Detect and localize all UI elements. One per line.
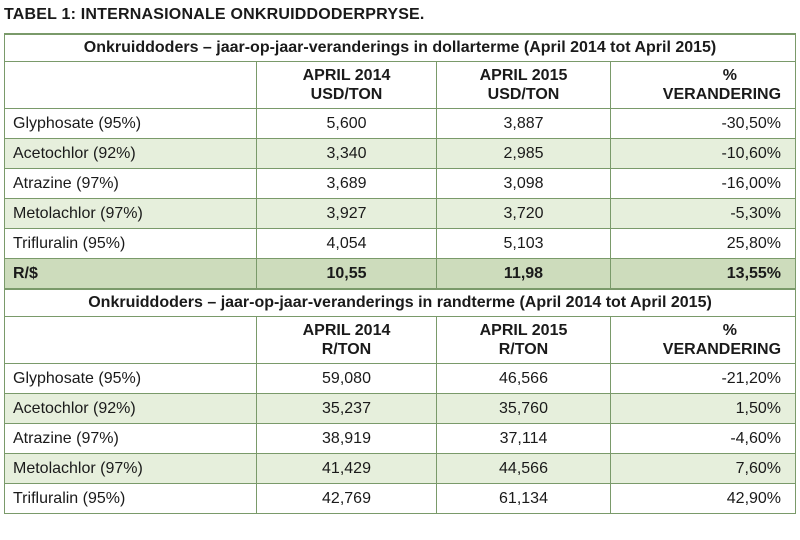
- exchange-rate-row: [5, 259, 796, 290]
- header-april-2014: APRIL 2014 USD/TON: [257, 62, 437, 109]
- section-title-dollar: Onkruiddoders – jaar-op-jaar-veranderings in dollarterme (April 2014 tot April 2015): [5, 34, 796, 62]
- value-change: 25,80%: [611, 229, 796, 259]
- table-row: [5, 109, 796, 139]
- value-2015: 3,720: [437, 199, 611, 229]
- row-label: R/$: [5, 259, 257, 290]
- table-caption: TABEL 1: INTERNASIONALE ONKRUIDDODERPRYSE.: [4, 6, 425, 23]
- value-change: 1,50%: [611, 394, 796, 424]
- value-change: -21,20%: [611, 364, 796, 394]
- value-2015: 3,098: [437, 169, 611, 199]
- row-label: Metolachlor (97%): [5, 454, 257, 484]
- value-2015: 46,566: [437, 364, 611, 394]
- value-change: -30,50%: [611, 109, 796, 139]
- row-label: Trifluralin (95%): [5, 484, 257, 514]
- value-2014: 38,919: [257, 424, 437, 454]
- table-row: [5, 424, 796, 454]
- table-row: [5, 394, 796, 424]
- value-2014: 10,55: [257, 259, 437, 290]
- value-2015: 3,887: [437, 109, 611, 139]
- header-april-2015: APRIL 2015 USD/TON: [437, 62, 611, 109]
- value-2014: 35,237: [257, 394, 437, 424]
- value-2015: 35,760: [437, 394, 611, 424]
- value-change: -5,30%: [611, 199, 796, 229]
- header-change: % VERANDERING: [611, 62, 796, 109]
- value-change: 13,55%: [611, 259, 796, 290]
- value-2014: 3,689: [257, 169, 437, 199]
- row-label: Acetochlor (92%): [5, 394, 257, 424]
- value-2014: 59,080: [257, 364, 437, 394]
- header-blank: [5, 317, 257, 364]
- value-2015: 44,566: [437, 454, 611, 484]
- table-row: [5, 454, 796, 484]
- value-change: 42,90%: [611, 484, 796, 514]
- value-change: -4,60%: [611, 424, 796, 454]
- table-row: [5, 484, 796, 514]
- section-title-rand: Onkruiddoders – jaar-op-jaar-veranderings in randterme (April 2014 tot April 2015): [5, 289, 796, 317]
- header-row: [5, 317, 796, 364]
- row-label: Metolachlor (97%): [5, 199, 257, 229]
- section-title-row: [5, 34, 796, 62]
- herbicide-price-table: [4, 33, 796, 514]
- value-2015: 5,103: [437, 229, 611, 259]
- row-label: Acetochlor (92%): [5, 139, 257, 169]
- table-row: [5, 169, 796, 199]
- value-2014: 41,429: [257, 454, 437, 484]
- value-2015: 61,134: [437, 484, 611, 514]
- value-2015: 2,985: [437, 139, 611, 169]
- table-row: [5, 199, 796, 229]
- value-2014: 3,340: [257, 139, 437, 169]
- value-2015: 37,114: [437, 424, 611, 454]
- table-row: [5, 139, 796, 169]
- header-change: % VERANDERING: [611, 317, 796, 364]
- section-title-row: [5, 289, 796, 317]
- header-row: [5, 62, 796, 109]
- value-change: 7,60%: [611, 454, 796, 484]
- row-label: Trifluralin (95%): [5, 229, 257, 259]
- row-label: Glyphosate (95%): [5, 364, 257, 394]
- value-2014: 3,927: [257, 199, 437, 229]
- row-label: Glyphosate (95%): [5, 109, 257, 139]
- value-change: -16,00%: [611, 169, 796, 199]
- value-2015: 11,98: [437, 259, 611, 290]
- row-label: Atrazine (97%): [5, 424, 257, 454]
- row-label: Atrazine (97%): [5, 169, 257, 199]
- header-blank: [5, 62, 257, 109]
- value-change: -10,60%: [611, 139, 796, 169]
- table-row: [5, 229, 796, 259]
- header-april-2014: APRIL 2014 R/TON: [257, 317, 437, 364]
- table-row: [5, 364, 796, 394]
- value-2014: 5,600: [257, 109, 437, 139]
- header-april-2015: APRIL 2015 R/TON: [437, 317, 611, 364]
- value-2014: 42,769: [257, 484, 437, 514]
- value-2014: 4,054: [257, 229, 437, 259]
